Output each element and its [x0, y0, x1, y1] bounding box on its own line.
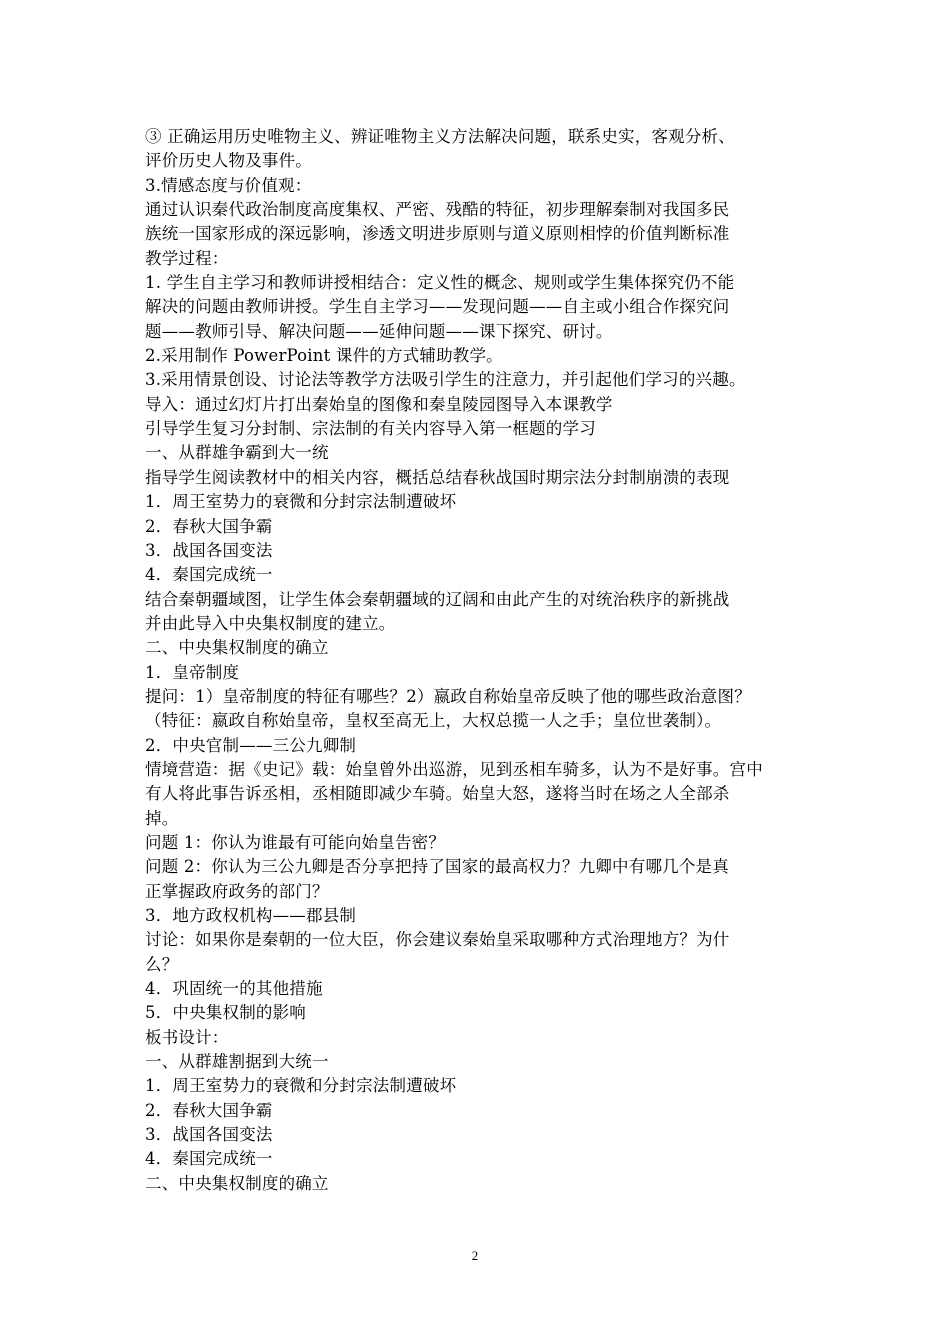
list-item: 3．地方政权机构——郡县制 [145, 906, 357, 925]
list-item: 4．巩固统一的其他措施 [145, 979, 323, 999]
text-line: 2.采用制作 PowerPoint 课件的方式辅助教学。 [145, 346, 503, 366]
text-line: （特征：嬴政自称始皇帝，皇权至高无上，大权总揽一人之手；皇位世袭制）。 [145, 711, 722, 731]
text-line: 掉。 [145, 808, 179, 828]
text-line: 解决的问题由教师讲授。学生自主学习——发现问题——自主或小组合作探究问 [145, 297, 730, 317]
list-item: 2．春秋大国争霸 [145, 1100, 273, 1120]
list-item: 1．周王室势力的衰微和分封宗法制遭破坏 [145, 1076, 457, 1096]
section-heading: 板书设计： [145, 1027, 229, 1047]
section-heading: 一、从群雄争霸到大一统 [145, 443, 329, 463]
text-line: 情境营造：据《史记》载：始皇曾外出巡游，见到丞相车骑多，认为不是好事。宫中 [145, 759, 763, 779]
list-item: 1．周王室势力的衰微和分封宗法制遭破坏 [145, 492, 457, 512]
list-item: 3．战国各国变法 [145, 540, 273, 560]
list-item: 2．中央官制——三公九卿制 [145, 735, 357, 755]
text-line: 评价历史人物及事件。 [145, 151, 312, 171]
text-line: 题——教师引导、解决问题——延伸问题——课下探究、研讨。 [145, 321, 613, 341]
text-line: 有人将此事告诉丞相，丞相随即减少车骑。始皇大怒，遂将当时在场之人全部杀 [145, 784, 730, 804]
text-line: 族统一国家形成的深远影响，渗透文明进步原则与道义原则相悖的价值判断标准 [145, 224, 730, 244]
text-line: 3.采用情景创设、讨论法等教学方法吸引学生的注意力，并引起他们学习的兴趣。 [145, 370, 746, 390]
section-heading: 二、中央集权制度的确立 [145, 1173, 329, 1193]
text-line: 结合秦朝疆域图，让学生体会秦朝疆域的辽阔和由此产生的对统治秩序的新挑战 [145, 589, 730, 609]
list-item: 3．战国各国变法 [145, 1125, 273, 1145]
text-line: 正掌握政府政务的部门？ [145, 881, 329, 901]
text-line: 1. 学生自主学习和教师讲授相结合：定义性的概念、规则或学生集体探究仍不能 [145, 273, 735, 293]
list-item: 4．秦国完成统一 [145, 1149, 273, 1169]
text-line: 指导学生阅读教材中的相关内容，概括总结春秋战国时期宗法分封制崩溃的表现 [145, 467, 730, 487]
list-item: 4．秦国完成统一 [145, 565, 273, 585]
text-line: 通过认识秦代政治制度高度集权、严密、残酷的特征，初步理解秦制对我国多民 [145, 200, 730, 220]
text-line: 提问：1）皇帝制度的特征有哪些？2）嬴政自称始皇帝反映了他的哪些政治意图？ [145, 686, 751, 706]
page-number: 2 [471, 1248, 479, 1263]
section-heading: 二、中央集权制度的确立 [145, 638, 329, 658]
text-line: ③ 正确运用历史唯物主义、辨证唯物主义方法解决问题，联系史实，客观分析、 [145, 127, 735, 146]
text-line: 问题 1：你认为谁最有可能向始皇告密？ [145, 832, 446, 852]
text-line: 引导学生复习分封制、宗法制的有关内容导入第一框题的学习 [145, 419, 596, 439]
section-heading: 一、从群雄割据到大统一 [145, 1052, 329, 1072]
text-line: 导入：通过幻灯片打出秦始皇的图像和秦皇陵园图导入本课教学 [145, 394, 613, 414]
text-line: 并由此导入中央集权制度的建立。 [145, 613, 396, 633]
section-heading: 3.情感态度与价值观： [145, 175, 312, 195]
text-line: 问题 2：你认为三公九卿是否分享把持了国家的最高权力？九卿中有哪几个是真 [145, 857, 729, 877]
page-body [145, 125, 815, 1196]
section-heading: 教学过程： [145, 248, 229, 268]
list-item: 1．皇帝制度 [145, 662, 240, 682]
text-line: 讨论：如果你是秦朝的一位大臣，你会建议秦始皇采取哪种方式治理地方？为什 [145, 930, 730, 950]
text-line: 么？ [145, 954, 179, 974]
list-item: 2．春秋大国争霸 [145, 516, 273, 536]
list-item: 5．中央集权制的影响 [145, 1003, 306, 1023]
